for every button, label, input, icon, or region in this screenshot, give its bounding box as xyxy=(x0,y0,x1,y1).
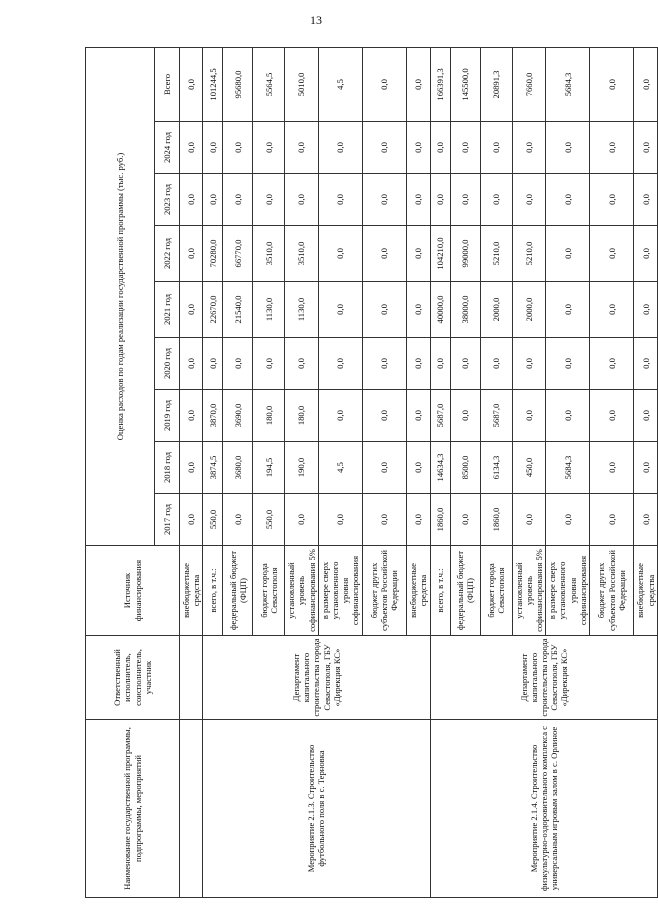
value-cell: 0,0 xyxy=(318,338,362,390)
total-cell: 166391,3 xyxy=(430,47,450,121)
value-cell: 0,0 xyxy=(450,494,480,546)
value-cell: 0,0 xyxy=(590,282,634,338)
table-row xyxy=(180,47,203,897)
value-cell: 0,0 xyxy=(480,122,512,174)
value-cell: 0,0 xyxy=(634,174,658,226)
value-cell: 0,0 xyxy=(362,174,406,226)
value-cell: 0,0 xyxy=(634,390,658,442)
value-cell: 190,0 xyxy=(285,442,318,494)
table-row xyxy=(203,47,223,897)
value-cell: 0,0 xyxy=(634,226,658,282)
value-cell: 0,0 xyxy=(512,122,545,174)
source-cell: бюджет других субъектов Российской Федерации xyxy=(590,546,634,636)
total-cell: 0,0 xyxy=(362,47,406,121)
value-cell: 194,5 xyxy=(253,442,285,494)
value-cell: 3510,0 xyxy=(285,226,318,282)
value-cell: 2000,0 xyxy=(480,282,512,338)
year-header: 2019 год xyxy=(155,390,180,442)
value-cell: 0,0 xyxy=(318,122,362,174)
value-cell: 0,0 xyxy=(590,174,634,226)
measure-name: Мероприятие 2.1.3. Строительство футбольного поля в с. Терновка xyxy=(203,720,430,898)
value-cell: 0,0 xyxy=(634,442,658,494)
value-cell: 0,0 xyxy=(223,338,253,390)
value-cell: 0,0 xyxy=(590,442,634,494)
value-cell: 0,0 xyxy=(634,338,658,390)
value-cell: 0,0 xyxy=(406,122,430,174)
value-cell: 5687,0 xyxy=(480,390,512,442)
value-cell: 3874,5 xyxy=(203,442,223,494)
value-cell: 21540,0 xyxy=(223,282,253,338)
value-cell: 3510,0 xyxy=(253,226,285,282)
value-cell: 450,0 xyxy=(512,442,545,494)
value-cell: 0,0 xyxy=(406,494,430,546)
rotated-page xyxy=(85,48,656,898)
total-cell: 0,0 xyxy=(634,47,658,121)
value-cell: 0,0 xyxy=(180,494,203,546)
value-cell: 0,0 xyxy=(512,390,545,442)
value-cell: 0,0 xyxy=(318,390,362,442)
value-cell: 0,0 xyxy=(546,122,590,174)
value-cell: 66770,0 xyxy=(223,226,253,282)
value-cell: 1130,0 xyxy=(285,282,318,338)
value-cell: 0,0 xyxy=(318,226,362,282)
total-header: Всего xyxy=(155,47,180,121)
value-cell: 0,0 xyxy=(406,338,430,390)
source-cell: всего, в т.ч.: xyxy=(430,546,450,636)
page-number: 13 xyxy=(310,13,322,27)
value-cell: 4,5 xyxy=(318,442,362,494)
value-cell: 3870,0 xyxy=(203,390,223,442)
value-cell: 0,0 xyxy=(480,174,512,226)
value-cell: 0,0 xyxy=(318,174,362,226)
value-cell: 0,0 xyxy=(285,494,318,546)
value-cell: 22670,0 xyxy=(203,282,223,338)
value-cell: 0,0 xyxy=(203,338,223,390)
value-cell: 0,0 xyxy=(512,338,545,390)
value-cell: 0,0 xyxy=(318,494,362,546)
measure-responsible: Департамент капитального строительства города Севастополя, ГБУ «Дирекция КС» xyxy=(430,636,657,720)
value-cell: 1860,0 xyxy=(480,494,512,546)
year-header: 2020 год xyxy=(155,338,180,390)
measure-name: Мероприятие 2.1.4. Строительство физкультурно-оздоровительного комплекса с универсальным игровым залом в с. Орлиное xyxy=(430,720,657,898)
value-cell: 550,0 xyxy=(253,494,285,546)
value-cell: 0,0 xyxy=(590,338,634,390)
value-cell: 40000,0 xyxy=(430,282,450,338)
value-cell: 0,0 xyxy=(180,282,203,338)
value-cell: 0,0 xyxy=(362,390,406,442)
value-cell: 0,0 xyxy=(546,390,590,442)
value-cell: 5210,0 xyxy=(480,226,512,282)
value-cell: 180,0 xyxy=(285,390,318,442)
value-cell: 3680,0 xyxy=(223,442,253,494)
value-cell: 0,0 xyxy=(512,494,545,546)
value-cell: 180,0 xyxy=(253,390,285,442)
value-cell: 0,0 xyxy=(180,174,203,226)
value-cell: 0,0 xyxy=(634,494,658,546)
total-cell: 0,0 xyxy=(180,47,203,121)
total-cell: 5564,5 xyxy=(253,47,285,121)
measure-responsible: Департамент капитального строительства города Севастополя, ГБУ «Дирекция КС» xyxy=(203,636,430,720)
value-cell: 14634,3 xyxy=(430,442,450,494)
value-cell: 0,0 xyxy=(362,226,406,282)
value-cell: 6134,3 xyxy=(480,442,512,494)
value-cell: 0,0 xyxy=(285,174,318,226)
value-cell: 0,0 xyxy=(180,122,203,174)
total-cell: 5010,0 xyxy=(285,47,318,121)
value-cell: 38000,0 xyxy=(450,282,480,338)
value-cell: 0,0 xyxy=(634,282,658,338)
value-cell: 0,0 xyxy=(406,390,430,442)
source-cell: бюджет города Севастополя xyxy=(253,546,285,636)
source-cell: федеральный бюджет (ФЦП) xyxy=(450,546,480,636)
header-name: Наименование государственной программы, подпрограммы, мероприятий xyxy=(86,720,180,898)
value-cell: 0,0 xyxy=(590,390,634,442)
source-cell: установленный уровень софинансирования 5% xyxy=(512,546,545,636)
source-cell: внебюджетные средства xyxy=(180,546,203,636)
value-cell: 0,0 xyxy=(590,494,634,546)
year-header: 2024 год xyxy=(155,122,180,174)
value-cell: 0,0 xyxy=(362,338,406,390)
total-cell: 95680,0 xyxy=(223,47,253,121)
value-cell: 0,0 xyxy=(362,494,406,546)
value-cell: 0,0 xyxy=(253,174,285,226)
value-cell: 8500,0 xyxy=(450,442,480,494)
value-cell: 0,0 xyxy=(450,174,480,226)
source-cell: в размере сверх установленного уровня софинансирования xyxy=(318,546,362,636)
value-cell: 2000,0 xyxy=(512,282,545,338)
total-cell: 0,0 xyxy=(590,47,634,121)
source-cell: бюджет города Севастополя xyxy=(480,546,512,636)
value-cell: 0,0 xyxy=(223,494,253,546)
value-cell: 0,0 xyxy=(546,174,590,226)
source-cell: федеральный бюджет (ФЦП) xyxy=(223,546,253,636)
value-cell: 99000,0 xyxy=(450,226,480,282)
value-cell: 0,0 xyxy=(590,122,634,174)
source-cell: установленный уровень софинансирования 5% xyxy=(285,546,318,636)
value-cell: 0,0 xyxy=(285,122,318,174)
budget-table xyxy=(85,47,658,898)
value-cell: 0,0 xyxy=(362,122,406,174)
value-cell: 104210,0 xyxy=(430,226,450,282)
year-header: 2022 год xyxy=(155,226,180,282)
source-cell: в размере сверх установленного уровня софинансирования xyxy=(546,546,590,636)
value-cell: 0,0 xyxy=(180,442,203,494)
value-cell: 70280,0 xyxy=(203,226,223,282)
header-row xyxy=(86,47,155,897)
responsible-cell xyxy=(180,636,203,720)
value-cell: 0,0 xyxy=(450,390,480,442)
header-source: Источник финансирования xyxy=(86,546,180,636)
value-cell: 0,0 xyxy=(362,282,406,338)
source-cell: внебюджетные средства xyxy=(406,546,430,636)
value-cell: 0,0 xyxy=(430,338,450,390)
value-cell: 550,0 xyxy=(203,494,223,546)
value-cell: 0,0 xyxy=(546,282,590,338)
value-cell: 5684,3 xyxy=(546,442,590,494)
value-cell: 0,0 xyxy=(285,338,318,390)
value-cell: 0,0 xyxy=(406,174,430,226)
value-cell: 1130,0 xyxy=(253,282,285,338)
year-header: 2023 год xyxy=(155,174,180,226)
total-cell: 145500,0 xyxy=(450,47,480,121)
year-header: 2018 год xyxy=(155,442,180,494)
value-cell: 0,0 xyxy=(406,282,430,338)
value-cell: 0,0 xyxy=(634,122,658,174)
value-cell: 1860,0 xyxy=(430,494,450,546)
value-cell: 0,0 xyxy=(203,122,223,174)
header-estimate: Оценка расходов по годам реализации государственной программы (тыс. руб.) xyxy=(86,47,155,545)
value-cell: 0,0 xyxy=(180,390,203,442)
header-responsible: Ответственный исполнитель, соисполнитель, участник xyxy=(86,636,180,720)
total-cell: 4,5 xyxy=(318,47,362,121)
value-cell: 0,0 xyxy=(180,338,203,390)
total-cell: 101244,5 xyxy=(203,47,223,121)
value-cell: 0,0 xyxy=(203,174,223,226)
source-cell: всего, в т.ч.: xyxy=(203,546,223,636)
source-cell: внебюджетные средства xyxy=(634,546,658,636)
value-cell: 0,0 xyxy=(362,442,406,494)
value-cell: 0,0 xyxy=(546,494,590,546)
total-cell: 0,0 xyxy=(406,47,430,121)
value-cell: 0,0 xyxy=(180,226,203,282)
table-row xyxy=(430,47,450,897)
value-cell: 0,0 xyxy=(546,226,590,282)
value-cell: 5687,0 xyxy=(430,390,450,442)
total-cell: 7660,0 xyxy=(512,47,545,121)
value-cell: 0,0 xyxy=(253,338,285,390)
value-cell: 0,0 xyxy=(406,442,430,494)
value-cell: 0,0 xyxy=(430,122,450,174)
value-cell: 0,0 xyxy=(223,122,253,174)
value-cell: 0,0 xyxy=(406,226,430,282)
total-cell: 20891,3 xyxy=(480,47,512,121)
value-cell: 0,0 xyxy=(512,174,545,226)
year-header: 2017 год xyxy=(155,494,180,546)
value-cell: 3690,0 xyxy=(223,390,253,442)
year-header: 2021 год xyxy=(155,282,180,338)
total-cell: 5684,3 xyxy=(546,47,590,121)
value-cell: 0,0 xyxy=(546,338,590,390)
value-cell: 0,0 xyxy=(318,282,362,338)
value-cell: 0,0 xyxy=(253,122,285,174)
value-cell: 0,0 xyxy=(450,122,480,174)
value-cell: 0,0 xyxy=(480,338,512,390)
name-cell xyxy=(180,720,203,898)
value-cell: 5210,0 xyxy=(512,226,545,282)
source-cell: бюджет других субъектов Российской Федерации xyxy=(362,546,406,636)
value-cell: 0,0 xyxy=(430,174,450,226)
value-cell: 0,0 xyxy=(223,174,253,226)
value-cell: 0,0 xyxy=(590,226,634,282)
value-cell: 0,0 xyxy=(450,338,480,390)
